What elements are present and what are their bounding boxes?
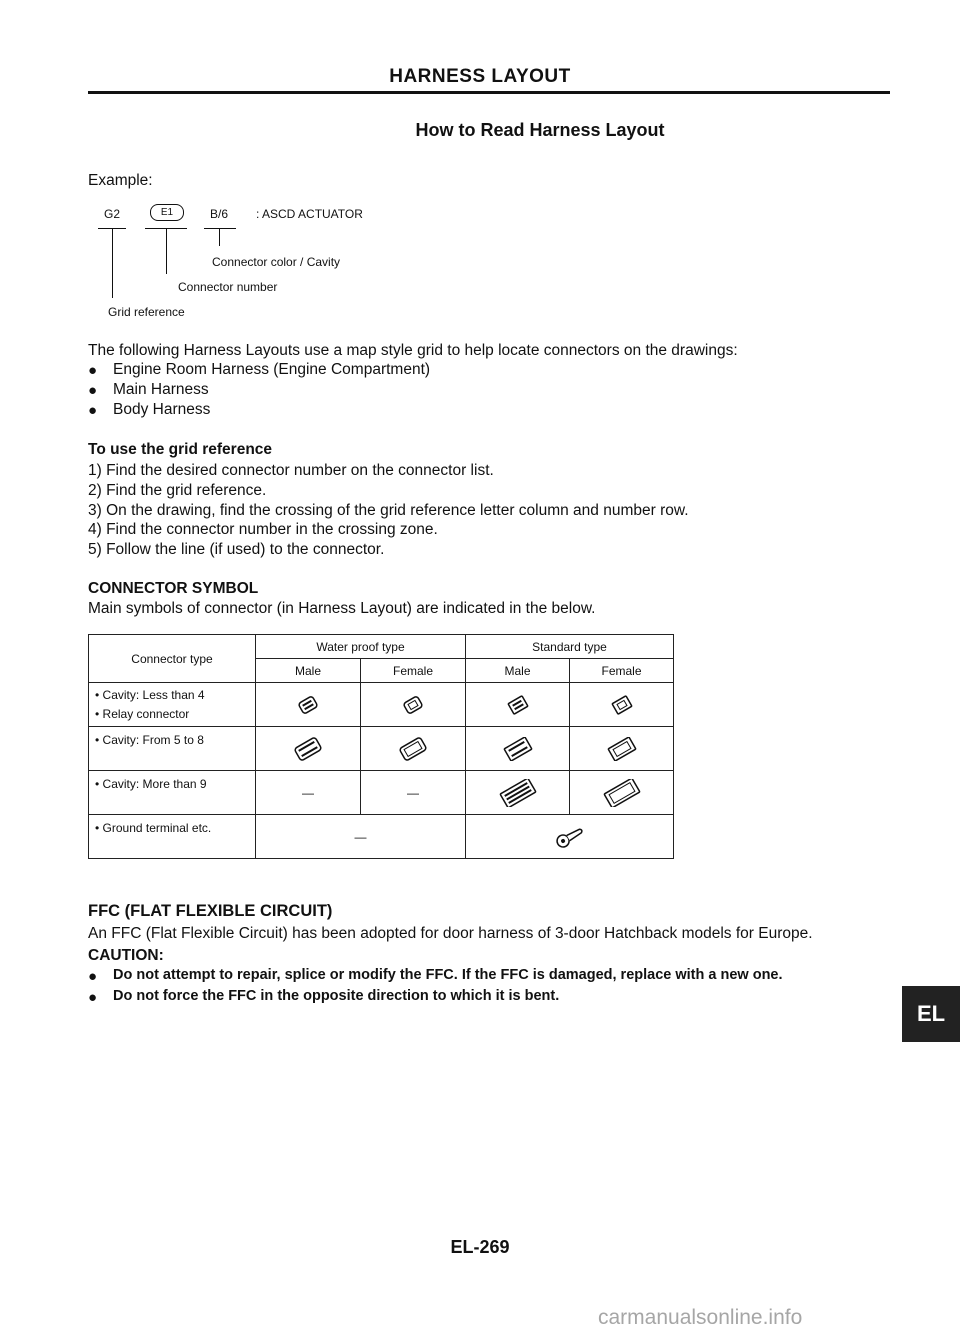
callout-grid-reference: Grid reference: [108, 305, 185, 319]
header-male-text: Male: [504, 663, 531, 678]
header-water-proof-text: Water proof type: [316, 639, 405, 654]
example-grid-ref: G2: [104, 207, 121, 221]
row-label: [89, 727, 256, 771]
connector-icon: [256, 683, 361, 727]
dash: —: [407, 785, 419, 800]
bullet-dot: ●: [88, 989, 98, 1006]
not-applicable-cell: [361, 771, 466, 815]
not-applicable-cell: [256, 771, 361, 815]
intro-item: Body Harness: [113, 401, 211, 418]
header-wp-female: [361, 659, 466, 683]
grid-section-title: To use the grid reference: [88, 441, 273, 458]
grid-ref-leader: [112, 228, 113, 298]
watermark: carmanualsonline.info: [598, 1306, 803, 1329]
header-std-male: [466, 659, 570, 683]
color-cavity-leader: [219, 228, 220, 246]
grid-step: 2) Find the grid reference.: [88, 482, 267, 499]
connector-symbol-title: CONNECTOR SYMBOL: [88, 580, 259, 597]
header-connector-type-text: Connector type: [131, 651, 213, 666]
ffc-text: An FFC (Flat Flexible Circuit) has been adopted for door harness of 3-door Hatchback models for Europe.: [88, 925, 813, 942]
connector-icon: [466, 683, 570, 727]
connector-icon: [570, 727, 674, 771]
section-tab-el[interactable]: [902, 986, 960, 1042]
row-label: [89, 815, 256, 859]
header-connector-type: [89, 635, 256, 683]
example-label: Example:: [88, 172, 153, 189]
caution-item: Do not force the FFC in the opposite direction to which it is bent.: [113, 988, 560, 1004]
dash: —: [354, 829, 367, 844]
header-std-female: [570, 659, 674, 683]
bullet-dot: ●: [88, 402, 98, 419]
header-female-text: Female: [392, 663, 433, 678]
table-row: [89, 683, 674, 727]
intro-item: Engine Room Harness (Engine Compartment): [113, 361, 431, 378]
ground-terminal-icon: [466, 815, 674, 859]
row-label-line: • Cavity: Less than 4: [95, 687, 205, 702]
color-cavity-bracket: [204, 228, 236, 229]
row-label: [89, 771, 256, 815]
section-tab-label: EL: [916, 1001, 946, 1026]
page-header-title: HARNESS LAYOUT: [389, 66, 571, 87]
bullet-dot: ●: [88, 968, 98, 985]
connector-number-text: E1: [160, 207, 174, 218]
ffc-title: FFC (FLAT FLEXIBLE CIRCUIT): [88, 902, 333, 920]
connector-icon: [466, 771, 570, 815]
page-subtitle: How to Read Harness Layout: [415, 120, 665, 140]
row-label-line: • Cavity: From 5 to 8: [95, 733, 204, 747]
callout-connector-color: Connector color / Cavity: [212, 255, 341, 269]
table-row: [89, 727, 674, 771]
bullet-dot: ●: [88, 382, 98, 399]
header-wp-male: [256, 659, 361, 683]
connector-icon: [570, 771, 674, 815]
not-applicable-cell: [256, 815, 466, 859]
table-row: [89, 771, 674, 815]
grid-step: 1) Find the desired connector number on the connector list.: [88, 462, 494, 479]
header-female-text: Female: [601, 663, 642, 678]
row-label-line: • Relay connector: [95, 706, 190, 721]
page-number: EL-269: [450, 1237, 510, 1257]
row-label-line: • Ground terminal etc.: [95, 821, 212, 835]
connector-symbol-table: [88, 634, 674, 859]
grid-step: 4) Find the connector number in the crossing zone.: [88, 521, 438, 538]
intro-item: Main Harness: [113, 381, 209, 398]
row-label-line: • Cavity: More than 9: [95, 777, 207, 791]
row-label: [89, 683, 256, 727]
connector-icon: [256, 727, 361, 771]
connector-icon: [570, 683, 674, 727]
table-row: [89, 815, 674, 859]
bullet-dot: ●: [88, 362, 98, 379]
header-standard: [466, 635, 674, 659]
example-connector-number: [150, 204, 184, 221]
dash: —: [302, 785, 314, 800]
caution-label: CAUTION:: [88, 947, 164, 964]
connector-number-leader: [166, 228, 167, 274]
connector-icon: [466, 727, 570, 771]
header-standard-text: Standard type: [532, 639, 607, 654]
connector-icon: [361, 727, 466, 771]
intro-text: The following Harness Layouts use a map style grid to help locate connectors on the drawings:: [88, 342, 738, 359]
example-color-cavity: B/6: [210, 207, 229, 221]
connector-symbol-intro: Main symbols of connector (in Harness Layout) are indicated in the below.: [88, 600, 596, 617]
header-male-text: Male: [294, 663, 321, 678]
example-description: : ASCD ACTUATOR: [256, 207, 363, 221]
caution-item: Do not attempt to repair, splice or modify the FFC. If the FFC is damaged, replace with a new one.: [113, 967, 783, 983]
header-water-proof: [256, 635, 466, 659]
grid-step: 5) Follow the line (if used) to the connector.: [88, 541, 385, 558]
grid-step: 3) On the drawing, find the crossing of the grid reference letter column and number row.: [88, 502, 689, 519]
header-rule: [88, 91, 890, 94]
callout-connector-number: Connector number: [178, 280, 278, 294]
connector-icon: [361, 683, 466, 727]
